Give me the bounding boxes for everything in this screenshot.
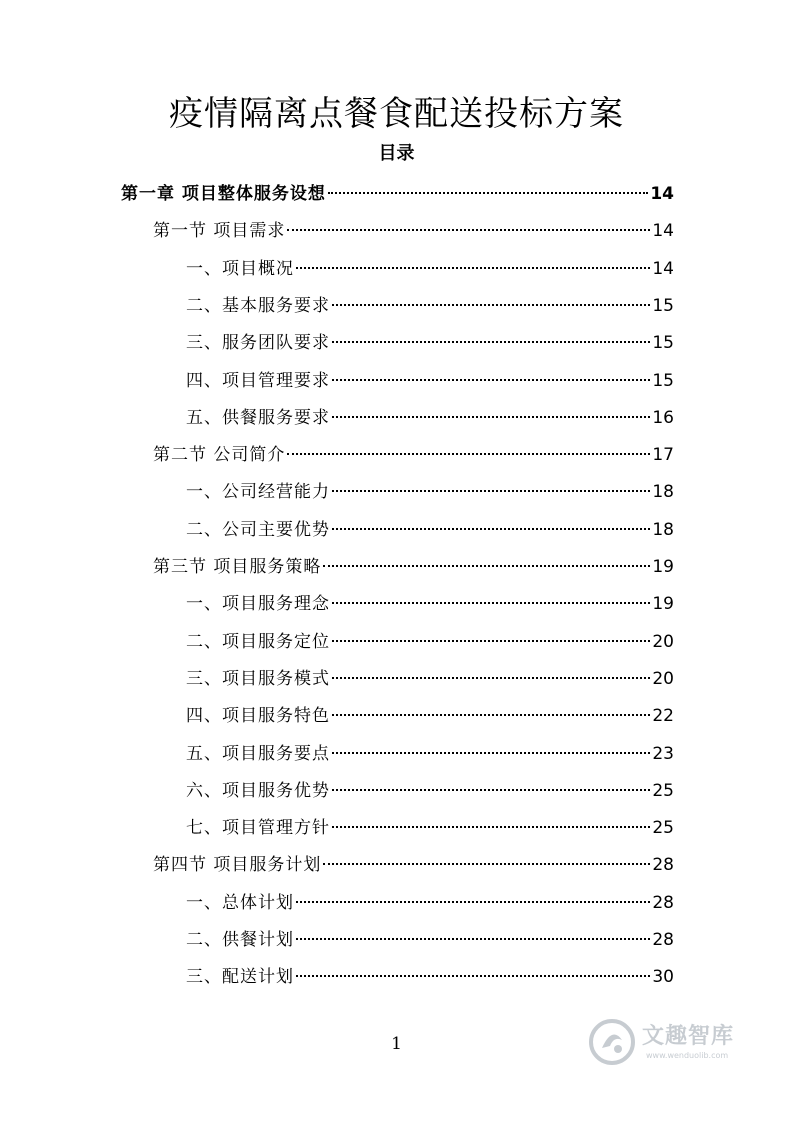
toc-leader-dots [332,640,650,642]
toc-entry-page: 25 [652,781,674,801]
toc-leader-dots [332,752,650,754]
toc-entry-label: 一、公司经营能力 [186,482,330,502]
toc-entry-label: 第四节 项目服务计划 [153,855,322,875]
toc-heading: 目录 [378,143,415,164]
toc-entry[interactable] [153,847,674,884]
toc-entry-label: 六、项目服务优势 [186,781,330,801]
toc-entry[interactable] [186,512,674,549]
toc-entry-page: 19 [652,594,674,614]
toc-entry-label: 五、供餐服务要求 [186,408,330,428]
toc-entry[interactable] [186,698,674,735]
watermark-logo-icon [588,1018,636,1066]
toc-leader-dots [332,304,650,306]
toc-entry-page: 28 [652,855,674,875]
toc-entry[interactable] [186,251,674,288]
toc-leader-dots [332,714,650,716]
toc-leader-dots [296,975,650,977]
toc-entry-label: 第三节 项目服务策略 [153,557,322,577]
toc-entry[interactable] [186,773,674,810]
toc-entry-label: 二、项目服务定位 [186,632,330,652]
toc-entry-page: 25 [652,818,674,838]
toc-entry-page: 19 [652,557,674,577]
toc-leader-dots [296,901,650,903]
toc-entry[interactable] [153,437,674,474]
toc-leader-dots [296,938,650,940]
toc-entry-label: 七、项目管理方针 [186,818,330,838]
toc-entry-page: 15 [652,296,674,316]
toc-entry-label: 三、配送计划 [186,967,294,987]
toc-entry[interactable] [186,363,674,400]
toc-entry-page: 15 [652,371,674,391]
toc-entry-label: 一、项目服务理念 [186,594,330,614]
toc-entry-label: 一、总体计划 [186,893,294,913]
toc-entry[interactable] [121,176,674,213]
toc-entry-page: 18 [652,482,674,502]
page-number: 1 [391,1034,402,1054]
toc-entry-page: 14 [652,259,674,279]
toc-entry[interactable] [153,213,674,250]
toc-entry-label: 四、项目管理要求 [186,371,330,391]
toc-entry-label: 第二节 公司简介 [153,445,286,465]
document-title: 疫情隔离点餐食配送投标方案 [169,94,624,134]
toc-leader-dots [332,677,650,679]
toc-leader-dots [332,416,650,418]
toc-leader-dots [287,229,650,231]
toc-entry-label: 四、项目服务特色 [186,706,330,726]
toc-entry-label: 二、基本服务要求 [186,296,330,316]
toc-entry-page: 28 [652,930,674,950]
toc-entry-label: 二、供餐计划 [186,930,294,950]
toc-leader-dots [328,192,648,194]
toc-leader-dots [296,267,650,269]
toc-entry-label: 第一章 项目整体服务设想 [121,184,326,204]
toc-leader-dots [332,379,650,381]
toc-entry-label: 一、项目概况 [186,259,294,279]
toc-entry[interactable] [186,624,674,661]
toc-entry-page: 28 [652,893,674,913]
toc-entry[interactable] [186,959,674,996]
watermark-name: 文趣智库 [642,1024,735,1049]
toc-entry[interactable] [186,810,674,847]
toc-entry[interactable] [186,288,674,325]
toc-entry-page: 20 [652,632,674,652]
watermark [588,1018,758,1070]
toc-entry-page: 14 [652,221,674,241]
toc-leader-dots [332,341,650,343]
toc-entry[interactable] [186,736,674,773]
toc-entry-label: 五、项目服务要点 [186,744,330,764]
toc-entry-page: 22 [652,706,674,726]
toc-entry[interactable] [186,586,674,623]
toc-entry[interactable] [186,474,674,511]
toc-entry[interactable] [186,922,674,959]
toc-entry-page: 17 [652,445,674,465]
toc-leader-dots [323,863,650,865]
toc-entry-page: 30 [652,967,674,987]
toc-leader-dots [287,453,650,455]
toc-entry[interactable] [153,549,674,586]
toc-entry-page: 18 [652,520,674,540]
toc-entry-page: 20 [652,669,674,689]
toc-entry[interactable] [186,325,674,362]
toc-entry-page: 23 [652,744,674,764]
toc-entry-page: 15 [652,333,674,353]
toc-entry-page: 16 [652,408,674,428]
toc-leader-dots [323,565,650,567]
toc-entry-label: 第一节 项目需求 [153,221,286,241]
toc-entry[interactable] [186,400,674,437]
toc-leader-dots [332,528,650,530]
toc-entry-page: 14 [650,184,674,204]
toc-entry-label: 二、公司主要优势 [186,520,330,540]
toc-leader-dots [332,826,650,828]
toc-leader-dots [332,789,650,791]
toc-entry-label: 三、服务团队要求 [186,333,330,353]
toc-entry[interactable] [186,661,674,698]
toc-entry-label: 三、项目服务模式 [186,669,330,689]
toc-entry[interactable] [186,885,674,922]
toc-leader-dots [332,602,650,604]
watermark-url: www.wenduolib.com [646,1051,729,1060]
toc-leader-dots [332,490,650,492]
